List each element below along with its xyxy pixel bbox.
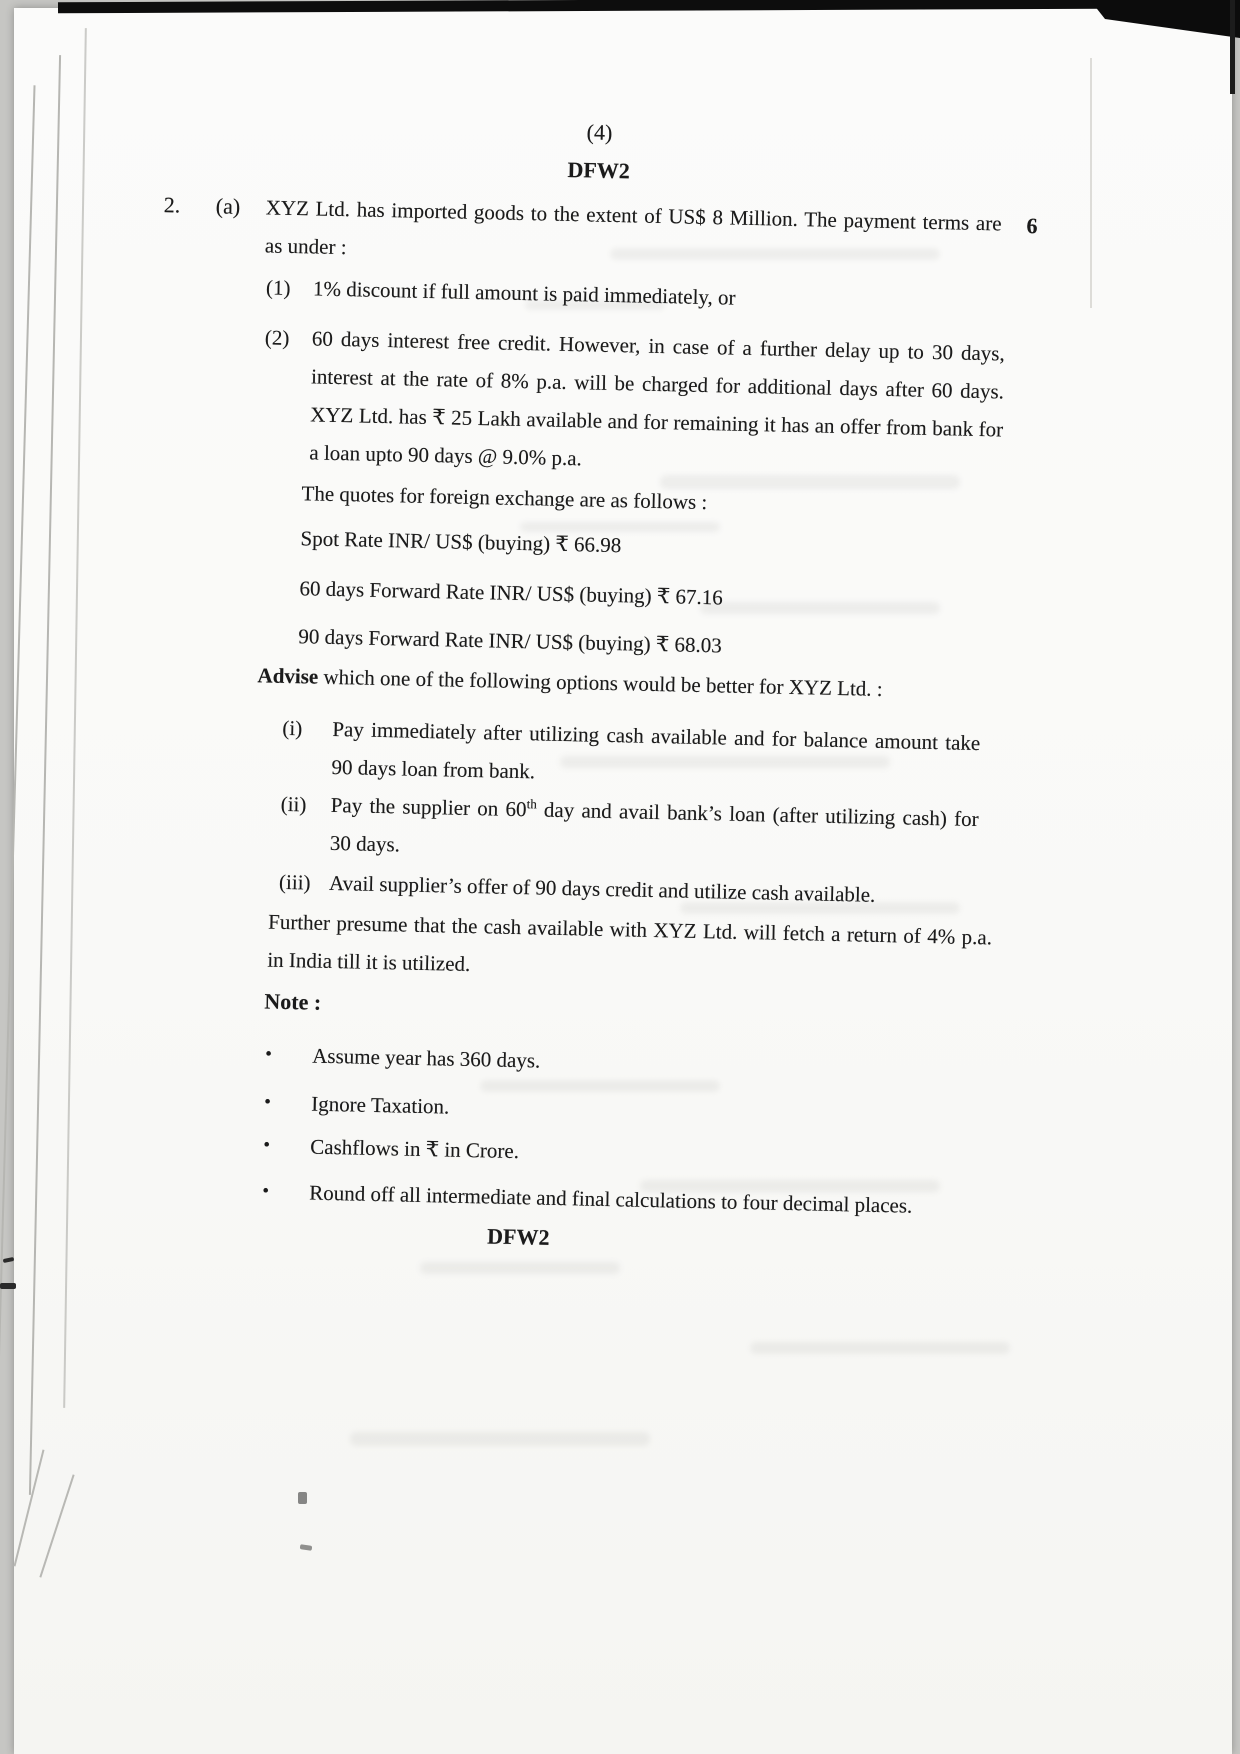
bullet-icon: • — [263, 1134, 271, 1156]
ordinal-suffix: th — [526, 796, 537, 812]
further-presume-paragraph: Further presume that the cash available with XYZ Ltd. will fetch a return of 4% p.a. in India till it is utilized. — [267, 909, 993, 977]
bleed-smudge — [750, 1342, 1010, 1354]
page-number: (4) — [586, 119, 613, 145]
option-text-post: day and avail bank’s loan (after utilizing cash) for 30 days. — [329, 797, 979, 857]
bullet-icon: • — [262, 1180, 270, 1202]
scan-artifact-right-edge — [1230, 0, 1235, 94]
advise-keyword: Advise — [257, 663, 319, 689]
paper-crease — [1090, 58, 1092, 308]
stray-mark — [298, 1492, 307, 1504]
option-label: (ii) — [280, 791, 307, 817]
bullet-icon: • — [264, 1091, 272, 1113]
bleed-smudge — [420, 1262, 620, 1274]
note-heading: Note : — [264, 988, 322, 1015]
option-text: Avail supplier’s offer of 90 days credit and utilize cash available. — [328, 870, 876, 907]
option-label: (i) — [282, 715, 303, 741]
note-item — [265, 1036, 1022, 1090]
term-text: 60 days interest free credit. However, in case of a further delay up to 30 days, interest at the rate of 8% p.a. will be charged for additional days after 60 days. XYZ Ltd. has ₹ 25 Lakh available and for remaining it has an offer from bank for a loan upto 90 days @ 9.0% p.a. — [309, 326, 1006, 471]
fx-quote-60d-forward: 60 days Forward Rate INR/ US$ (buying) ₹ 67.16 — [299, 576, 724, 610]
question-2a — [155, 186, 1040, 281]
note-text: Round off all intermediate and final calculations to four decimal places. — [309, 1180, 913, 1218]
option-label: (iii) — [278, 869, 311, 895]
marks-badge: 6 — [1026, 212, 1038, 239]
stray-mark — [0, 1283, 16, 1289]
paper-code-footer: DFW2 — [486, 1223, 550, 1250]
stray-mark — [3, 1257, 15, 1263]
option-text-pre: Pay the supplier on 60 — [330, 792, 527, 822]
document-content — [133, 104, 1042, 1267]
question-part-label: (a) — [215, 193, 241, 219]
paper-code-header: DFW2 — [567, 156, 631, 184]
option-text: Pay immediately after utilizing cash available and for balance amount take 90 days loan from bank. — [331, 716, 981, 784]
term-text: 1% discount if full amount is paid immediately, or — [312, 276, 736, 310]
bullet-icon: • — [265, 1043, 273, 1065]
advise-text: which one of the following options would be better for XYZ Ltd. : — [317, 664, 883, 701]
question-number: 2. — [163, 192, 181, 218]
note-text: Ignore Taxation. — [310, 1091, 450, 1119]
term-label: (1) — [265, 275, 291, 300]
bleed-smudge — [350, 1432, 650, 1446]
question-intro: XYZ Ltd. has imported goods to the extent of US$ 8 Million. The payment terms are as under : — [264, 195, 1002, 260]
note-text: Assume year has 360 days. — [312, 1043, 541, 1073]
payment-term-2 — [262, 318, 1037, 487]
option-ii — [280, 785, 1027, 877]
fx-quote-90d-forward: 90 days Forward Rate INR/ US$ (buying) ₹ 68.03 — [298, 624, 722, 658]
fx-quote-spot: Spot Rate INR/ US$ (buying) ₹ 66.98 — [300, 526, 622, 558]
fx-quotes-intro: The quotes for foreign exchange are as follows : — [301, 481, 708, 515]
option-text — [330, 786, 980, 876]
note-text: Cashflows in ₹ in Crore. — [310, 1134, 520, 1164]
term-label: (2) — [264, 325, 290, 350]
